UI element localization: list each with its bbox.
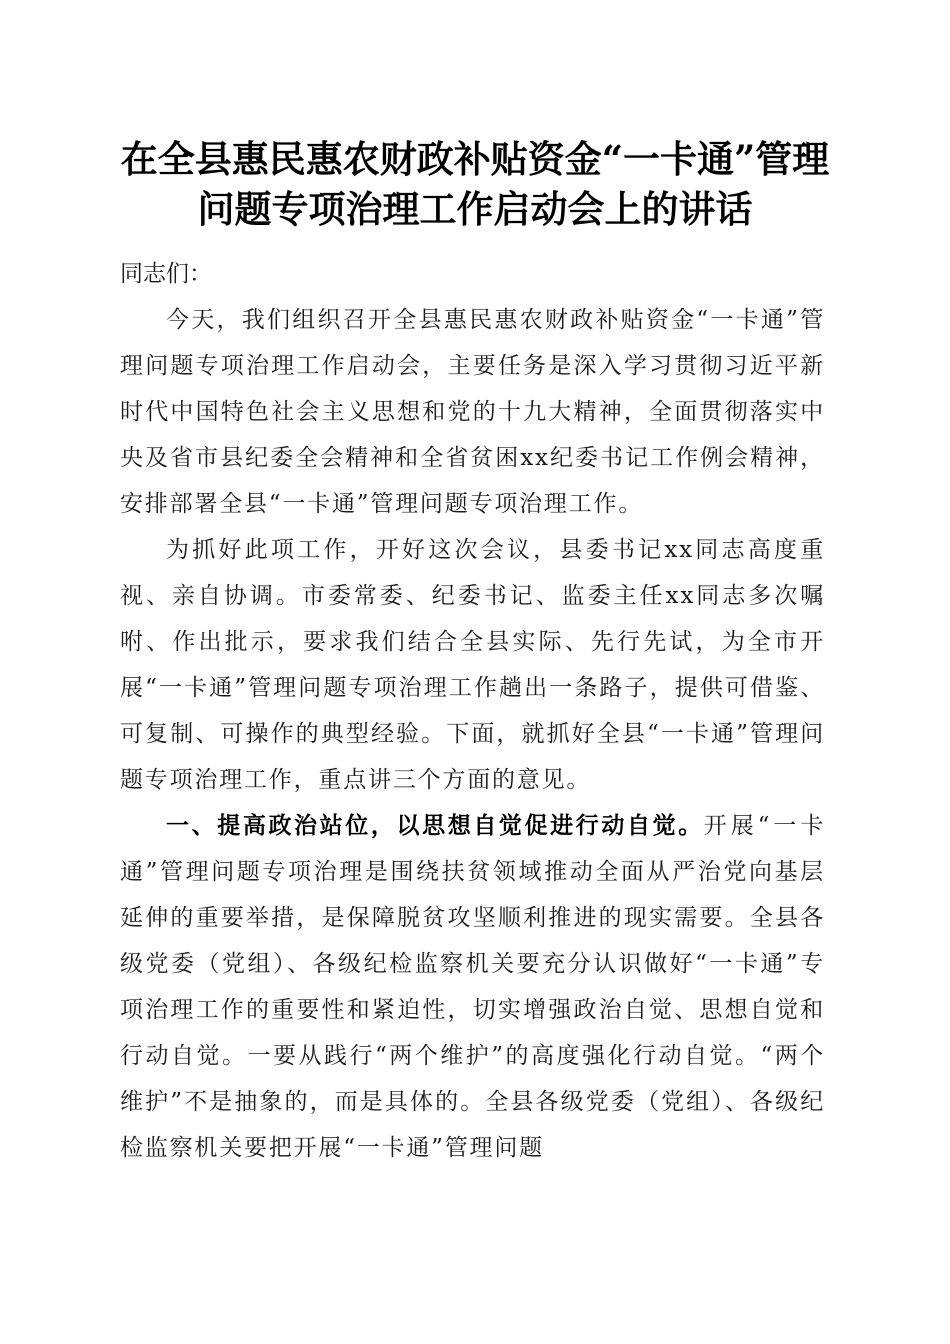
title-line-1: 在全县惠民惠农财政补贴资金“一卡通”管理 bbox=[120, 137, 830, 181]
salutation: 同志们： bbox=[120, 261, 212, 287]
paragraph-1-text: 今天，我们组织召开全县惠民惠农财政补贴资金“一卡通”管理问题专项治理工作启动会，主要任务是深入学习贯彻习近平新时代中国特色社会主义思想和党的十九大精神，全面贯彻落实中央及省市县纪委全会精神和全省贫困xx纪委书记工作例会精神，安排部署全县“一卡通”管理问题专项治理工作。 bbox=[120, 307, 825, 517]
paragraph-3-text: 开展“一卡通”管理问题专项治理是围绕扶贫领域推动全面从严治党向基层延伸的重要举措，是保障脱贫攻坚顺利推进的现实需要。全县各级党委（党组）、各级纪检监察机关要充分认识做好“一卡通”专项治理工作的重要性和紧迫性，切实增强政治自觉、思想自觉和行动自觉。一要从践行“两个维护”的高度强化行动自觉。“两个维护”不是抽象的，而是具体的。全县各级党委（党组）、各级纪检监察机关要把开展“一卡通”管理问题 bbox=[120, 813, 825, 1161]
document-body bbox=[120, 251, 825, 1171]
paragraph-3 bbox=[120, 803, 825, 1171]
paragraph-2-text: 为抓好此项工作，开好这次会议，县委书记xx同志高度重视、亲自协调。市委常委、纪委书记、监委主任xx同志多次嘱咐、作出批示，要求我们结合全县实际、先行先试，为全市开展“一卡通”管理问题专项治理工作趟出一条路子，提供可借鉴、可复制、可操作的典型经验。下面，就抓好全县“一卡通”管理问题专项治理工作，重点讲三个方面的意见。 bbox=[120, 537, 825, 793]
section-heading-1: 一、提高政治站位，以思想自觉促进行动自觉。 bbox=[166, 813, 704, 839]
title-line-2: 问题专项治理工作启动会上的讲话 bbox=[197, 187, 753, 231]
paragraph-1 bbox=[120, 297, 825, 527]
document-title bbox=[100, 134, 850, 234]
paragraph-2 bbox=[120, 527, 825, 803]
